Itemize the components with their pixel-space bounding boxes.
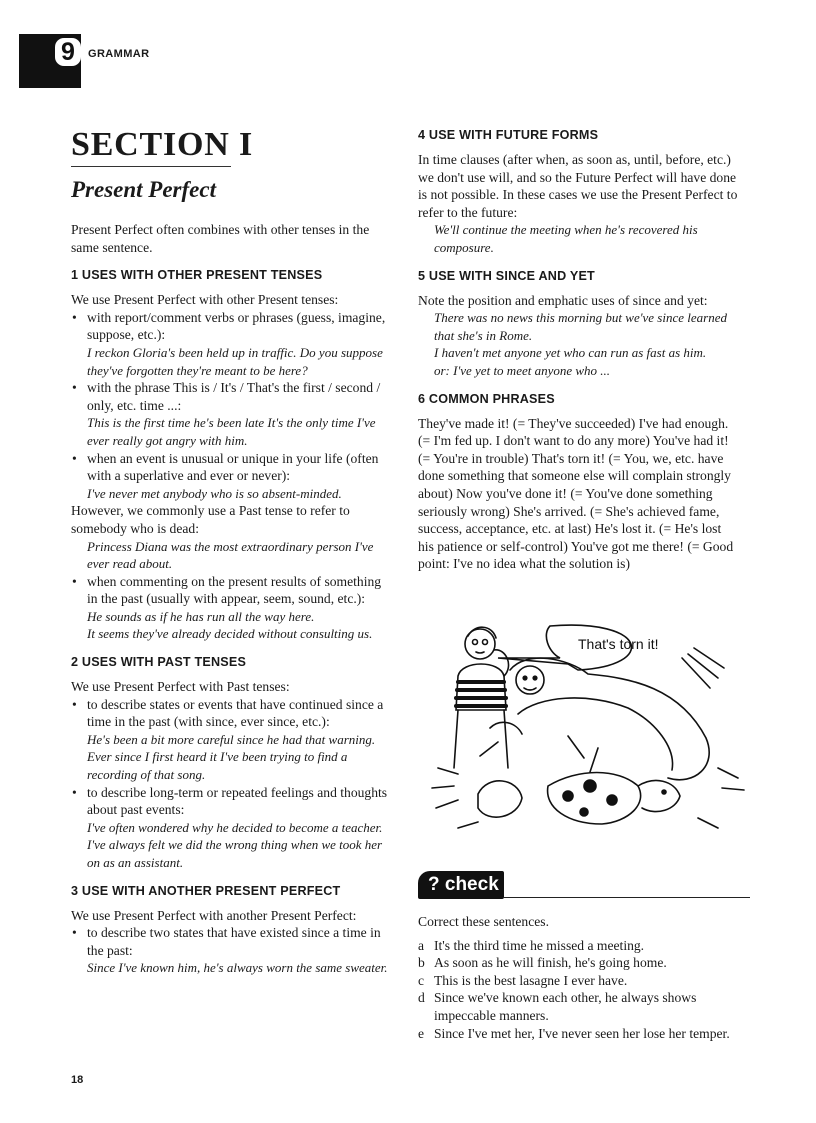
speech-bubble-text: That's torn it! — [578, 636, 659, 652]
heading-5: 5 USE WITH SINCE AND YET — [418, 268, 595, 283]
example: or: I've yet to meet anyone who ... — [434, 362, 611, 378]
s1-list-2 — [71, 573, 389, 643]
example: I haven't met anyone yet who can run as fast as him. — [434, 345, 707, 361]
example: Since I've known him, he's always worn the same sweater. — [87, 960, 388, 976]
list-item: • with the phrase This is / It's / That's the first / second / only, etc. time ...: This is the first time he's been late It's the only time I've ever really got angry with him. — [71, 379, 389, 449]
however-text: However, we commonly use a Past tense to refer to somebody who is dead: — [71, 503, 350, 536]
s2-list — [71, 696, 389, 872]
example: We'll continue the meeting when he's recovered his composure. — [434, 222, 698, 255]
list-item: • with report/comment verbs or phrases (guess, imagine, suppose, etc.): I reckon Gloria's been held up in traffic. Do you suppose they've forgotten they're meant to be here? — [71, 309, 389, 379]
check-intro: Correct these sentences. — [418, 914, 549, 929]
check-items — [418, 937, 743, 1043]
heading-2: 2 USES WITH PAST TENSES — [71, 655, 247, 670]
heading-4: 4 USE WITH FUTURE FORMS — [418, 128, 599, 142]
cartoon-illustration — [418, 618, 750, 846]
check-exercise — [418, 913, 743, 1042]
list-item: • to describe long-term or repeated feelings and thoughts about past events: I've often wondered why he decided to become a teacher. I've always felt we did the wrong thing when we took her on as an assistant. — [71, 784, 389, 872]
s1-lead: We use Present Perfect with other Present tenses: — [71, 292, 339, 308]
check-badge: ? check — [418, 871, 504, 899]
unit-number-badge: 9 — [55, 38, 81, 66]
intro-text: Present Perfect often combines with other tenses in the same sentence. — [71, 222, 370, 255]
example: This is the first time he's been late It's the only time I've ever really got angry with him. — [87, 415, 376, 448]
check-rule — [504, 897, 750, 898]
s2-lead: We use Present Perfect with Past tenses: — [71, 679, 290, 695]
section-title: SECTION I — [71, 126, 253, 163]
example: I reckon Gloria's been held up in traffic. Do you suppose they've forgotten they're meant to be here? — [87, 344, 383, 378]
left-column — [71, 128, 389, 977]
s6-text: They've made it! (= They've succeeded) I've had enough. (= I'm fed up. I don't want to do any more) You've had it! (= You're in trouble) That's torn it! (= You, we, etc. have done something that someone else will complain strongly about) Now you've done it! (= You've done something seriously wrong) She's arrived. (= She's achieved fame, success, acceptance, etc. at last) He's lost it. (= He's lost his patience or self-control) You've got me there! (= Good point: I've no idea what the solution is) — [418, 415, 734, 572]
heading-6: 6 COMMON PHRASES — [418, 391, 555, 406]
heading-3: 3 USE WITH ANOTHER PRESENT PERFECT — [71, 883, 341, 898]
s3-list — [71, 924, 389, 977]
example: I've never met anybody who is so absent-minded. — [87, 485, 342, 501]
unit-label: GRAMMAR — [88, 48, 150, 60]
page-number: 18 — [71, 1074, 84, 1086]
list-item: d Since we've known each other, he always shows impeccable manners. — [418, 990, 697, 1023]
list-item: b As soon as he will finish, he's going home. — [418, 955, 667, 971]
title-rule — [71, 166, 231, 167]
s5-text: Note the position and emphatic uses of since and yet: — [418, 292, 708, 308]
s3-lead: We use Present Perfect with another Present Perfect: — [71, 907, 357, 923]
example: There was no news this morning but we've since learned that she's in Rome. — [434, 310, 727, 343]
s1-list — [71, 309, 389, 503]
example: He's been a bit more careful since he had that warning. Ever since I first heard it I've been trying to find a recording of that song. — [87, 731, 376, 783]
heading-1: 1 USES WITH OTHER PRESENT TENSES — [71, 268, 323, 283]
list-item: c This is the best lasagne I ever have. — [418, 972, 628, 988]
example: It seems they've already decided without consulting us. — [87, 626, 373, 642]
list-item: e Since I've met her, I've never seen her lose her temper. — [418, 1025, 730, 1041]
list-item: • to describe states or events that have continued since a time in the past (with since, ever since, etc.): He's been a bit more careful since he had that warning. Ever since I first heard it I've been trying to find a recording of that song. — [71, 696, 389, 784]
list-item: a It's the third time he missed a meeting. — [418, 937, 645, 953]
list-item: • to describe two states that have existed since a time in the past: Since I've known him, he's always worn the same sweater. — [71, 924, 389, 977]
list-item: • when commenting on the present results of something in the past (usually with appear, seem, sound, etc.): He sounds as if he has run all the way here. It seems they've already decided without consulting us. — [71, 573, 389, 643]
example: I've often wondered why he decided to become a teacher. I've always felt we did the wrong thing when we took her on as an assistant. — [87, 819, 383, 870]
s4-text: In time clauses (after when, as soon as, until, before, etc.) we don't use will, and so the Future Perfect will have done is not possible. In these cases we use the Present Perfect to refer to the future: — [418, 152, 738, 220]
section-subtitle: Present Perfect — [71, 177, 216, 202]
list-item: • when an event is unusual or unique in your life (often with a superlative and ever or never): I've never met anybody who is so absent-minded. — [71, 450, 389, 503]
example: Princess Diana was the most extraordinary person I've ever read about. — [87, 538, 374, 572]
example: He sounds as if he has run all the way here. — [87, 608, 315, 624]
right-column — [418, 128, 738, 573]
